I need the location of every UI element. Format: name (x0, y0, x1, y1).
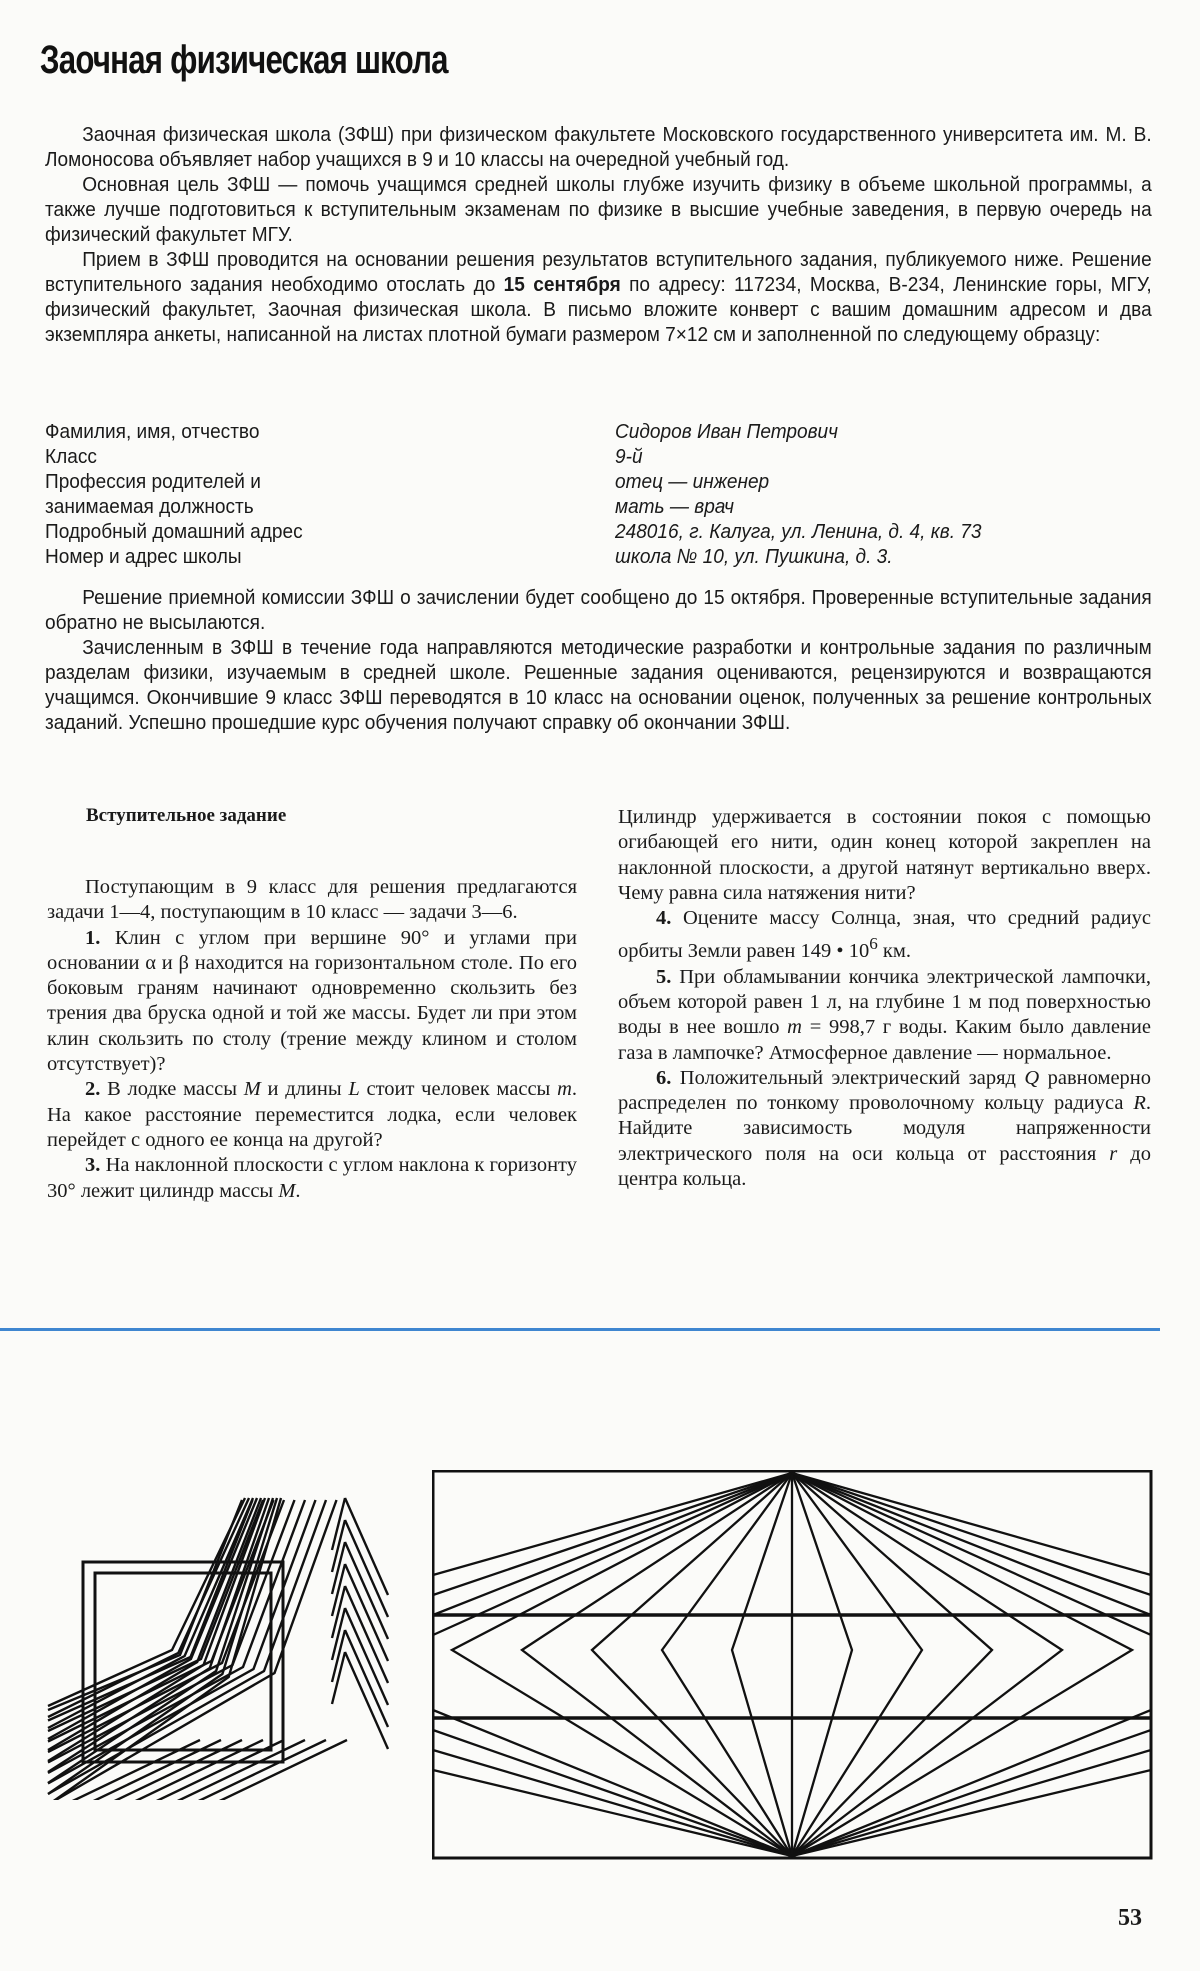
problem-text: В лодке массы (107, 1078, 244, 1101)
problem-text: = 998,7 г воды. Каким было давление газа в лампочке? Атмосферное давление — нормальное. (618, 1016, 1151, 1064)
fan-ray (792, 1473, 1151, 1575)
fan-ray (792, 1473, 1151, 1615)
fan-ray (433, 1473, 792, 1615)
variable: m (787, 1016, 802, 1039)
form-value: 248016, г. Калуга, ул. Ленина, д. 4, кв. 73 (615, 520, 982, 543)
admission-paragraph (45, 247, 1152, 347)
exponent: 6 (869, 934, 878, 954)
form-sample (45, 419, 1155, 569)
problem-text: . Найдите зависимость модуля напряженности электрического поля на оси кольца от расстояния (618, 1092, 1151, 1165)
form-value: отец — инженер (615, 470, 770, 493)
form-row (45, 544, 1155, 569)
problem-3-continuation: Цилиндр удерживается в состоянии покоя с помощью огибающей его нити, один конец которой закреплен на наклонной плоскости, а другой натянут вертикально вверх. Чему равна сила натяжения нити? (618, 806, 1151, 904)
form-row (45, 494, 1155, 519)
fan-ray (792, 1473, 1062, 1856)
admission-text: по адресу: 117234, Москва, В-234, Ленинские горы, МГУ, физический факультет, Заочная физическая школа. В письмо вложите конверт с вашим домашним адресом и два экземпляра анкеты, написанной на листах плотной бумаги размером 7×12 см и заполненной по следующему образцу: (45, 273, 1152, 346)
problem-3 (47, 1153, 577, 1204)
problem-text: стоит человек массы (359, 1078, 558, 1101)
problem-number: 4. (656, 907, 672, 930)
intro-section (45, 122, 1152, 347)
problem-text: . На какое расстояние переместится лодка, если человек перейдет с одного ее конца на другой? (47, 1078, 577, 1151)
problem-text: км. (877, 940, 911, 963)
page-title: Заочная физическая школа (40, 38, 448, 82)
section-heading: Вступительное задание (86, 805, 287, 826)
fan-ray (792, 1730, 1151, 1856)
variable: m (557, 1078, 572, 1101)
form-value: мать — врач (615, 495, 734, 518)
form-row (45, 444, 1155, 469)
problem-2 (47, 1077, 577, 1153)
problem-number: 6. (656, 1066, 672, 1089)
form-label: Фамилия, имя, отчество (45, 420, 260, 443)
problem-text: равномерно распределен по тонкому проволочному кольцу радиуса (618, 1066, 1152, 1115)
form-value: Сидоров Иван Петрович (615, 420, 839, 443)
intro-paragraph: Основная цель ЗФШ — помочь учащимся средней школы глубже изучить физику в объеме школьной программы, а также лучше подготовиться к вступительным экзаменам по физике в высшие учебные заведения, в первую очередь на физический факультет МГУ. (45, 173, 1152, 246)
problem-number: 2. (85, 1078, 101, 1101)
fan-ray (433, 1730, 792, 1856)
problem-text: Оцените массу Солнца, зная, что средний радиус орбиты Земли равен 149 • 10 (618, 907, 1152, 963)
variable: r (1109, 1142, 1118, 1165)
problem-1 (47, 926, 577, 1078)
form-label: Класс (45, 445, 97, 468)
section-divider (0, 1328, 1160, 1331)
problems-column-left (47, 875, 577, 1204)
form-row (45, 519, 1155, 544)
fan-ray (792, 1473, 852, 1856)
fan-ray (433, 1750, 792, 1856)
variable: R (1133, 1092, 1146, 1115)
fan-ray (433, 1473, 792, 1635)
problems-column-right (618, 805, 1151, 1192)
outro-paragraph: Решение приемной комиссии ЗФШ о зачислении будет сообщено до 15 октября. Проверенные вступительные задания обратно не высылаются. (45, 586, 1152, 634)
form-row (45, 419, 1155, 444)
fan-ray (433, 1473, 792, 1595)
fan-ray (792, 1473, 1151, 1595)
problem-6 (618, 1066, 1151, 1192)
variable: M (243, 1078, 261, 1101)
form-label: Подробный домашний адрес (45, 520, 303, 543)
fan-ray (792, 1473, 1151, 1635)
outro-paragraph: Зачисленным в ЗФШ в течение года направляются методические разработки и контрольные задания по различным разделам физики, изучаемым в средней школе. Решенные задания оцениваются, рецензируются и возвращаются учащимся. Окончившие 9 класс ЗФШ переводятся в 10 класс на основании оценок, полученных за решение контрольных заданий. Успешно прошедшие курс обучения получают справку об окончании ЗФШ. (45, 636, 1152, 734)
fan-ray (522, 1473, 792, 1856)
variable: L (348, 1078, 360, 1101)
illusion-figure-fan (432, 1470, 1154, 1862)
problem-number: 1. (85, 926, 101, 949)
form-label: занимаемая должность (45, 495, 254, 518)
form-label: Профессия родителей и (45, 470, 261, 493)
form-label: Номер и адрес школы (45, 545, 242, 568)
fan-ray (732, 1473, 792, 1856)
form-row (45, 469, 1155, 494)
illusion-figure-squares (0, 1400, 420, 1800)
variable: M (278, 1179, 296, 1202)
problem-text: до центра кольца. (618, 1142, 1151, 1190)
problem-text: Положительный электрический заряд (679, 1066, 1025, 1089)
problem-number: 3. (85, 1154, 101, 1177)
admission-text: Прием в ЗФШ проводится на основании решения результатов вступительного задания, публикуемого ниже. Решение вступительного задания необходимо отослать до (45, 248, 1152, 296)
problem-text: При обламывании кончика электрической лампочки, объем которой равен 1 л, на глубине 1 м под поверхностью воды в нее вошло (618, 965, 1151, 1039)
preamble: Поступающим в 9 класс для решения предлагаются задачи 1—4, поступающим в 10 класс — задачи 3—6. (47, 876, 577, 924)
page-number: 53 (1118, 1905, 1142, 1931)
problem-text: Клин с углом при вершине 90° и углами при основании α и β находится на горизонтальном столе. По его боковым граням начинают одновременно скользить без трения два бруска одной и той же массы. Будет ли при этом клин скользить по столу (трение между клином и столом отсутствует)? (47, 926, 577, 1076)
problem-number: 5. (656, 965, 672, 988)
variable: Q (1024, 1066, 1040, 1089)
form-value: 9-й (615, 445, 643, 468)
fan-ray (792, 1750, 1151, 1856)
problem-5 (618, 965, 1151, 1066)
problem-text: . (295, 1179, 301, 1202)
problem-text: На наклонной плоскости с углом наклона к горизонту 30° лежит цилиндр массы (47, 1154, 577, 1202)
deadline-date: 15 сентября (503, 273, 621, 296)
problem-4 (618, 906, 1151, 964)
form-value: школа № 10, ул. Пушкина, д. 3. (615, 545, 893, 568)
problem-text: и длины (260, 1078, 349, 1101)
fan-ray (433, 1473, 792, 1575)
intro-paragraph: Заочная физическая школа (ЗФШ) при физическом факультете Московского государственного университета им. М. В. Ломоносова объявляет набор учащихся в 9 и 10 классы на очередной учебный год. (45, 123, 1152, 171)
outro-section (45, 585, 1152, 735)
